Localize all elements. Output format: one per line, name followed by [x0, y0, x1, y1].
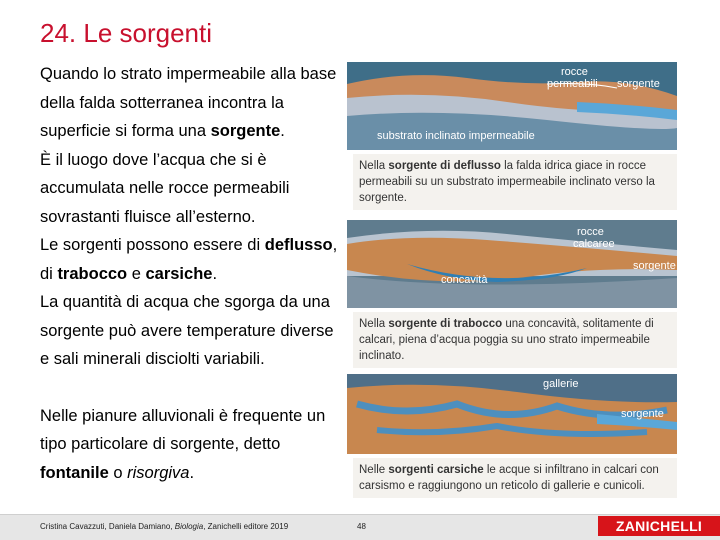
caption-carsiche: Nelle sorgenti carsiche le acque si infiltrano in calcari con carsismo e raggiungono un reticolo di gallerie e cunicoli.: [353, 458, 677, 498]
panel-trabocco: [347, 220, 677, 360]
term-risorgiva: risorgiva: [127, 463, 190, 482]
page-number: 48: [357, 522, 366, 531]
label-sorgente: sorgente: [621, 408, 664, 420]
term-deflusso: deflusso: [264, 236, 333, 254]
label-sorgente: sorgente: [617, 78, 660, 90]
body-text: [40, 60, 340, 487]
term-carsiche: carsiche: [145, 264, 213, 283]
label-rocce: rocce: [561, 66, 588, 78]
caption-deflusso: Nella sorgente di deflusso la falda idrica giace in rocce permeabili su un substrato impermeabile inclinato verso la sorgente.: [353, 154, 677, 210]
term-fontanile: fontanile: [40, 463, 109, 482]
label-sorgente: sorgente: [633, 260, 676, 272]
label-gallerie: gallerie: [543, 378, 579, 390]
panel-carsiche: [347, 374, 677, 502]
caption-trabocco: Nella sorgente di trabocco una concavità, solitamente di calcari, piena d’acqua poggia su uno strato impermeabile inclinato.: [353, 312, 677, 368]
label-calcaree: calcaree: [573, 238, 615, 250]
label-rocce: rocce: [577, 226, 604, 238]
term-trabocco: trabocco: [57, 264, 128, 283]
publisher-logo: ZANICHELLI: [598, 516, 720, 536]
paragraph-definition: Quando lo strato impermeabile alla base della falda sotterranea incontra la superficie si forma una sorgente.: [40, 65, 337, 140]
term-sorgente: sorgente: [210, 122, 281, 140]
paragraph-explanation: È il luogo dove l’acqua che si è accumulata nelle rocce permeabili sovrastanti fluisce all’esterno.: [40, 150, 290, 226]
panel-deflusso: [347, 62, 677, 202]
paragraph-quantity: La quantità di acqua che sgorga da una sorgente può avere temperature diverse e sali minerali disciolti variabili.: [40, 293, 334, 368]
label-substrato: substrato inclinato impermeabile: [377, 130, 535, 142]
label-permeabili: permeabili: [547, 78, 598, 90]
paragraph-fontanile: Nelle pianure alluvionali è frequente un tipo particolare di sorgente, detto fontanile o risorgiva.: [40, 406, 326, 482]
trabocco-illustration: [347, 220, 677, 308]
label-concavita: concavità: [441, 274, 488, 286]
footer-credit: Cristina Cavazzuti, Daniela Damiano, Biologia, Zanichelli editore 2019: [40, 522, 289, 531]
slide-title: 24. Le sorgenti: [40, 18, 213, 48]
paragraph-types: Le sorgenti possono essere di deflusso, di trabocco e carsiche.: [40, 236, 338, 283]
